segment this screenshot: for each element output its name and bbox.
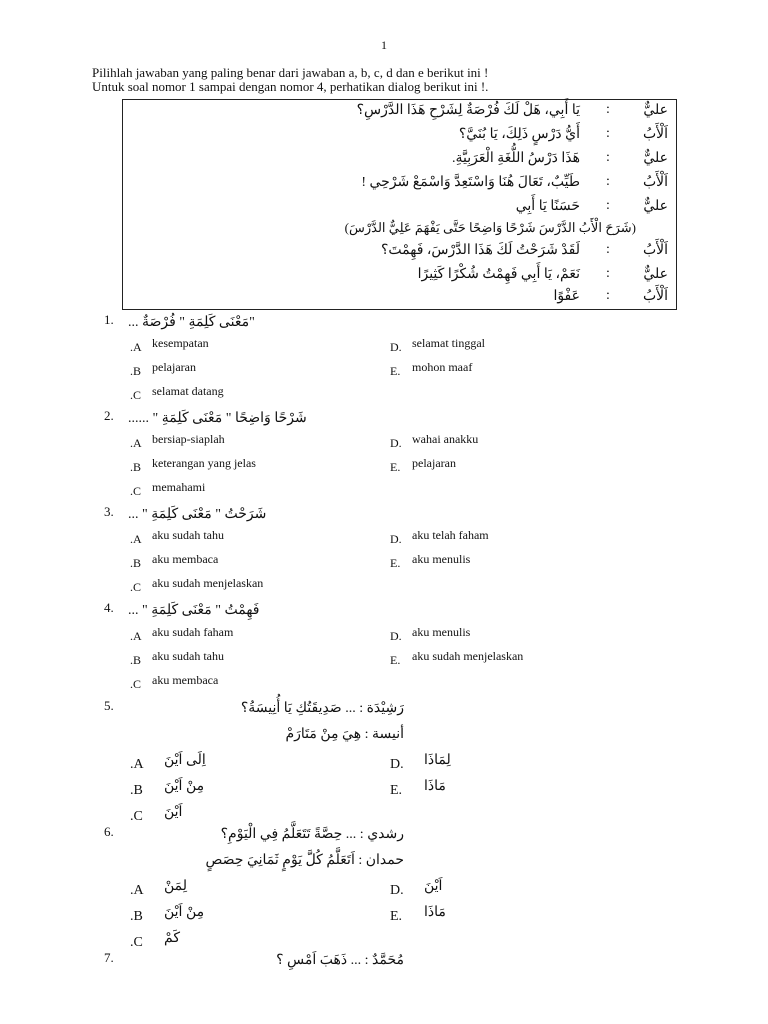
question-3-number: 3.	[104, 504, 114, 519]
question-4-option-e[interactable]	[390, 649, 524, 667]
question-6-line-1: رشدي : ... حِصَّةً تَتَعَلَّمُ فِي الْيَوْمِ؟	[220, 827, 404, 842]
dialog-colon: :	[606, 198, 610, 213]
question-3-stem: شَرَحْتُ " مَعْنَى كَلِمَةِ " ...	[128, 507, 267, 522]
option-letter: D.	[390, 532, 402, 546]
dialog-line-6	[121, 220, 676, 242]
option-text: aku membaca	[152, 673, 219, 687]
dialog-colon: :	[606, 150, 610, 165]
dialog-text: عَفْوًا	[553, 289, 580, 304]
dialog-line-2	[121, 126, 676, 148]
instruction-line-1: Pilihlah jawaban yang paling benar dari jawaban a, b, c, d dan e berikut ini !	[92, 65, 489, 80]
option-letter: .B	[130, 783, 143, 798]
option-letter: .A	[130, 629, 142, 643]
option-text: pelajaran	[152, 360, 196, 374]
instruction-line-2: Untuk soal nomor 1 sampai dengan nomor 4, perhatikan dialog berikut ini !.	[92, 79, 489, 94]
option-letter: E.	[390, 909, 403, 924]
dialog-text: يَا أَبِي، هَلْ لَكَ فُرْصَةٌ لِشَرْحِ هَذَا الدَّرْسِ؟	[356, 103, 580, 118]
option-text: aku membaca	[152, 552, 219, 566]
question-4-number: 4.	[104, 600, 114, 615]
question-4-option-b[interactable]	[130, 649, 224, 667]
question-5-number: 5.	[104, 698, 114, 713]
question-3-option-b[interactable]	[130, 552, 219, 570]
option-letter: D.	[390, 436, 402, 450]
option-text: مَاذَا	[424, 905, 446, 920]
option-letter: .B	[130, 460, 142, 474]
option-text: selamat tinggal	[412, 336, 485, 350]
option-text: memahami	[152, 480, 206, 494]
dialog-text: لَقَدْ شَرَحْتُ لَكَ هَذَا الدَّرْسَ، فَهِمْتَ؟	[380, 243, 580, 258]
dialog-colon: :	[606, 126, 610, 141]
question-3-option-a[interactable]	[130, 528, 224, 546]
question-2-option-c[interactable]	[130, 480, 206, 498]
dialog-text: أَيُّ دَرْسٍ ذَلِكَ، يَا بُنَيَّ؟	[458, 127, 580, 142]
question-5-line-2: أنيسة : هِيَ مِنْ مَتَارَمْ	[285, 727, 404, 742]
dialog-text: هَذَا دَرْسُ اللُّغَةِ الْعَرَبِيَّةِ.	[451, 151, 580, 166]
question-6-option-c[interactable]	[130, 930, 180, 950]
option-letter: E.	[390, 460, 401, 474]
question-1-option-d[interactable]	[390, 336, 485, 354]
question-3-option-e[interactable]	[390, 552, 471, 570]
option-text: wahai anakku	[412, 432, 479, 446]
dialog-line-9	[121, 288, 676, 310]
question-6-line-2: حمدان : اَتَعَلَّمُ كُلَّ يَوْمٍ ثَمَانِيَ حِصَصٍ	[205, 853, 404, 868]
option-letter: .B	[130, 909, 143, 924]
option-text: كَمْ	[164, 931, 180, 946]
option-letter: E.	[390, 364, 401, 378]
dialog-line-3	[121, 150, 676, 172]
option-text: aku menulis	[412, 552, 471, 566]
question-5-option-d[interactable]	[390, 752, 451, 772]
option-text: keterangan yang jelas	[152, 456, 256, 470]
dialog-text: نَعَمْ، يَا أَبِي فَهِمْتُ شُكْرًا كَثِيرًا	[417, 267, 580, 282]
option-letter: .B	[130, 556, 142, 570]
option-text: aku sudah menjelaskan	[152, 576, 264, 590]
question-6-option-b[interactable]	[130, 904, 205, 924]
question-1-stem: "مَعْنَى كَلِمَةِ " فُرْصَةٌ ...	[128, 315, 255, 330]
question-1-option-a[interactable]	[130, 336, 209, 354]
dialog-speaker: اَلْأَبُ	[642, 175, 668, 190]
option-text: kesempatan	[152, 336, 209, 350]
question-1-number: 1.	[104, 312, 114, 327]
option-letter: .B	[130, 364, 142, 378]
option-text: bersiap-siaplah	[152, 432, 225, 446]
dialog-colon: :	[606, 174, 610, 189]
option-letter: E.	[390, 653, 401, 667]
option-letter: .A	[130, 883, 144, 898]
option-text: اَيْنَ	[164, 805, 183, 820]
option-letter: .C	[130, 677, 142, 691]
question-7-number: 7.	[104, 950, 114, 965]
dialog-line-1	[121, 102, 676, 124]
dialog-speaker: عليٌّ	[643, 267, 668, 282]
question-4-option-a[interactable]	[130, 625, 234, 643]
question-3-option-d[interactable]	[390, 528, 489, 546]
option-text: مِنْ اَيْنَ	[164, 905, 205, 920]
question-5-option-e[interactable]	[390, 778, 446, 798]
question-4-option-c[interactable]	[130, 673, 219, 691]
question-6-option-d[interactable]	[390, 878, 443, 898]
option-letter: .C	[130, 935, 143, 950]
option-letter: D.	[390, 340, 402, 354]
option-letter: .C	[130, 388, 142, 402]
question-5-line-1: رَشِيْدَة : ... صَدِيقَتُكِ يَا أُنِيسَةُ؟	[240, 701, 404, 716]
question-2-option-d[interactable]	[390, 432, 479, 450]
question-2-option-e[interactable]	[390, 456, 456, 474]
question-2-stem: شَرْحًا وَاضِحًا " مَعْنَى كَلِمَةِ " ......	[128, 411, 307, 426]
question-5-option-b[interactable]	[130, 778, 205, 798]
dialog-speaker: عليٌّ	[643, 151, 668, 166]
question-4-stem: فَهِمْتُ " مَعْنَى كَلِمَةِ " ...	[128, 603, 260, 618]
dialog-colon: :	[606, 242, 610, 257]
option-letter: .B	[130, 653, 142, 667]
dialog-colon: :	[606, 288, 610, 303]
option-letter: .C	[130, 580, 142, 594]
dialog-text: طَيِّبٌ، تَعَالَ هُنَا وَاسْتَعِدَّ وَاسْمَعْ شَرْحِي !	[361, 175, 580, 190]
dialog-speaker: اَلْأَبُ	[642, 127, 668, 142]
dialog-text: حَسَنًا يَا أَبِي	[515, 199, 580, 214]
option-text: لِمَنْ	[164, 879, 188, 894]
option-text: selamat datang	[152, 384, 224, 398]
option-letter: D.	[390, 629, 402, 643]
dialog-line-7	[121, 242, 676, 264]
option-letter: .A	[130, 757, 144, 772]
option-text: مَاذَا	[424, 779, 446, 794]
option-text: aku sudah tahu	[152, 649, 224, 663]
dialog-colon: :	[606, 266, 610, 281]
option-letter: .C	[130, 809, 143, 824]
option-letter: .A	[130, 340, 142, 354]
dialog-speaker: عليٌّ	[643, 103, 668, 118]
page-number: 1	[381, 38, 387, 52]
question-5-option-a[interactable]	[130, 752, 206, 772]
option-text: aku sudah faham	[152, 625, 234, 639]
question-6-number: 6.	[104, 824, 114, 839]
option-text: لِمَاذَا	[424, 753, 451, 768]
option-text: aku sudah tahu	[152, 528, 224, 542]
dialog-colon: :	[606, 102, 610, 117]
dialog-speaker: اَلْأَبُ	[642, 289, 668, 304]
dialog-line-5	[121, 198, 676, 220]
option-letter: E.	[390, 556, 401, 570]
dialog-speaker: عليٌّ	[643, 199, 668, 214]
option-letter: D.	[390, 883, 404, 898]
question-4-option-d[interactable]	[390, 625, 471, 643]
option-text: مِنْ اَيْنَ	[164, 779, 205, 794]
dialog-narration: (شَرَحَ الْأَبُ الدَّرْسَ شَرْحًا وَاضِحًا حَتَّى يَفْهَمَ عَلِيٌّ الدَّرْسَ)	[344, 220, 636, 235]
question-6-option-a[interactable]	[130, 878, 188, 898]
instructions	[92, 66, 692, 94]
dialog-line-4	[121, 174, 676, 196]
option-letter: E.	[390, 783, 403, 798]
dialog-line-8	[121, 266, 676, 288]
option-letter: .C	[130, 484, 142, 498]
option-text: aku telah faham	[412, 528, 489, 542]
question-1-option-b[interactable]	[130, 360, 196, 378]
dialog-speaker: اَلْأَبُ	[642, 243, 668, 258]
question-6-option-e[interactable]	[390, 904, 446, 924]
dialog-box	[122, 99, 677, 310]
question-5-option-c[interactable]	[130, 804, 183, 824]
option-text: اِلَى اَيْنَ	[164, 753, 206, 768]
question-3-option-c[interactable]	[130, 576, 264, 594]
option-text: aku sudah menjelaskan	[412, 649, 524, 663]
option-text: aku menulis	[412, 625, 471, 639]
option-text: mohon maaf	[412, 360, 473, 374]
option-text: pelajaran	[412, 456, 456, 470]
question-7-line-1: مُحَمَّدٌ : ... ذَهَبَ اَمْسِ ؟	[276, 953, 404, 968]
option-text: اَيْنَ	[424, 879, 443, 894]
question-2-number: 2.	[104, 408, 114, 423]
question-1-option-c[interactable]	[130, 384, 224, 402]
question-1-option-e[interactable]	[390, 360, 473, 378]
option-letter: D.	[390, 757, 404, 772]
option-letter: .A	[130, 436, 142, 450]
question-2-option-b[interactable]	[130, 456, 256, 474]
question-2-option-a[interactable]	[130, 432, 225, 450]
option-letter: .A	[130, 532, 142, 546]
